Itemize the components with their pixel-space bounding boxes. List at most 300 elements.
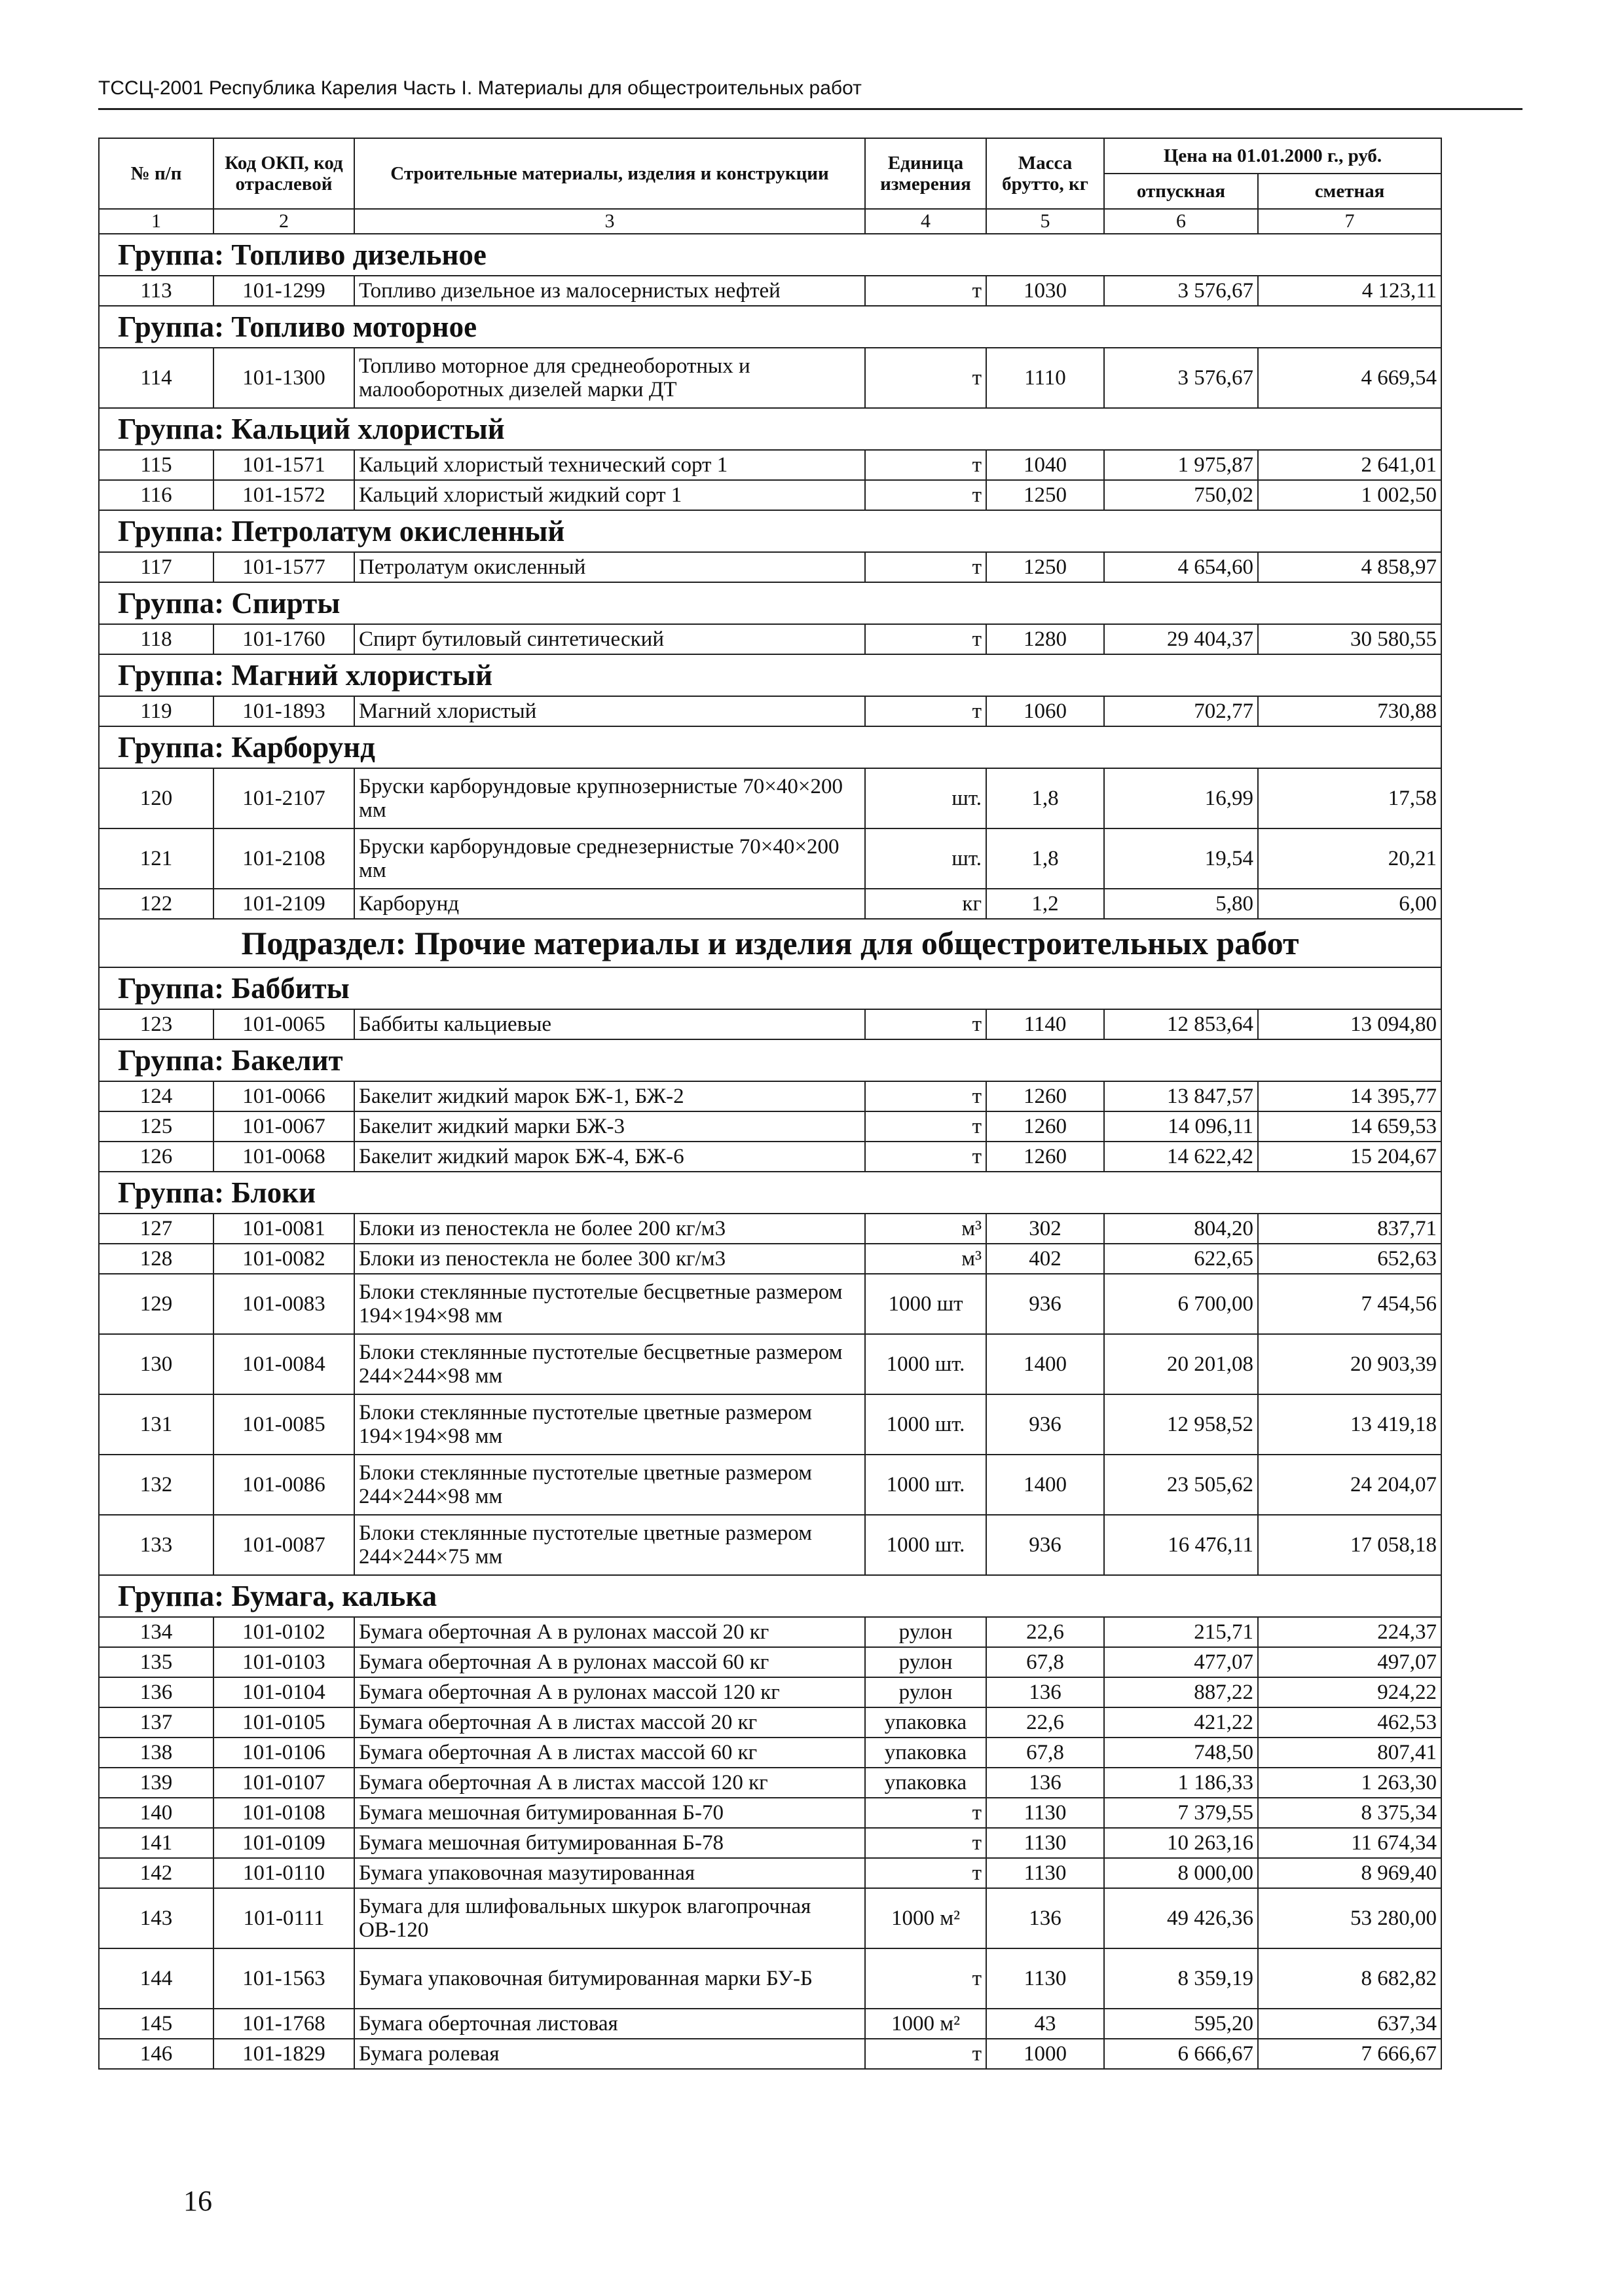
cell-price-release: 622,65: [1104, 1244, 1258, 1274]
cell-price-estimate: 17,58: [1258, 768, 1441, 828]
cell-code: 101-1571: [213, 450, 354, 480]
cell-num: 122: [99, 889, 213, 919]
cell-mass: 136: [986, 1768, 1104, 1798]
cell-price-release: 7 379,55: [1104, 1798, 1258, 1828]
cell-unit: т: [865, 1948, 986, 2009]
table-row: [99, 1111, 1441, 1142]
cell-name: Бумага упаковочная битумированная марки БУ-Б: [354, 1948, 865, 2009]
cell-mass: 1,2: [986, 889, 1104, 919]
cell-price-release: 13 847,57: [1104, 1081, 1258, 1111]
cell-price-release: 702,77: [1104, 696, 1258, 726]
cell-num: 138: [99, 1738, 213, 1768]
table-row: [99, 1617, 1441, 1647]
cell-price-release: 215,71: [1104, 1617, 1258, 1647]
table-row: [99, 1707, 1441, 1738]
cell-code: 101-1760: [213, 624, 354, 654]
cell-price-estimate: 7 666,67: [1258, 2039, 1441, 2069]
cell-num: 145: [99, 2009, 213, 2039]
column-number: 3: [354, 209, 865, 234]
cell-price-estimate: 1 263,30: [1258, 1768, 1441, 1798]
cell-code: 101-0104: [213, 1677, 354, 1707]
table-row: [99, 828, 1441, 889]
column-number: 4: [865, 209, 986, 234]
cell-price-release: 6 700,00: [1104, 1274, 1258, 1334]
cell-price-release: 804,20: [1104, 1214, 1258, 1244]
cell-code: 101-0081: [213, 1214, 354, 1244]
cell-mass: 67,8: [986, 1738, 1104, 1768]
cell-code: 101-2107: [213, 768, 354, 828]
cell-price-release: 19,54: [1104, 828, 1258, 889]
cell-price-release: 16,99: [1104, 768, 1258, 828]
cell-mass: 1130: [986, 1828, 1104, 1858]
cell-price-release: 12 853,64: [1104, 1009, 1258, 1039]
cell-price-estimate: 4 669,54: [1258, 348, 1441, 408]
cell-price-release: 6 666,67: [1104, 2039, 1258, 2069]
cell-unit: т: [865, 1858, 986, 1888]
cell-unit: 1000 м²: [865, 1888, 986, 1948]
cell-price-estimate: 11 674,34: [1258, 1828, 1441, 1858]
cell-price-estimate: 1 002,50: [1258, 480, 1441, 510]
group-header-row: [99, 1575, 1441, 1617]
cell-code: 101-0103: [213, 1647, 354, 1677]
table-row: [99, 1394, 1441, 1455]
cell-num: 130: [99, 1334, 213, 1394]
table-row: [99, 1455, 1441, 1515]
cell-price-estimate: 837,71: [1258, 1214, 1441, 1244]
cell-price-estimate: 462,53: [1258, 1707, 1441, 1738]
cell-mass: 936: [986, 1515, 1104, 1575]
table-row: [99, 768, 1441, 828]
cell-unit: т: [865, 1009, 986, 1039]
cell-code: 101-1893: [213, 696, 354, 726]
cell-price-release: 49 426,36: [1104, 1888, 1258, 1948]
cell-price-estimate: 8 375,34: [1258, 1798, 1441, 1828]
cell-price-estimate: 20,21: [1258, 828, 1441, 889]
cell-num: 143: [99, 1888, 213, 1948]
cell-num: 116: [99, 480, 213, 510]
cell-name: Блоки стеклянные пустотелые цветные размером 194×194×98 мм: [354, 1394, 865, 1455]
table-row: [99, 2039, 1441, 2069]
table-row: [99, 1647, 1441, 1677]
cell-price-release: 595,20: [1104, 2009, 1258, 2039]
cell-unit: т: [865, 696, 986, 726]
cell-mass: 1130: [986, 1798, 1104, 1828]
cell-code: 101-1299: [213, 276, 354, 306]
group-title: Группа: Кальций хлористый: [99, 408, 1441, 450]
cell-price-release: 1 975,87: [1104, 450, 1258, 480]
cell-num: 118: [99, 624, 213, 654]
cell-num: 140: [99, 1798, 213, 1828]
column-number: 7: [1258, 209, 1441, 234]
cell-unit: рулон: [865, 1617, 986, 1647]
group-title: Группа: Бакелит: [99, 1039, 1441, 1081]
cell-code: 101-0086: [213, 1455, 354, 1515]
cell-price-release: 20 201,08: [1104, 1334, 1258, 1394]
col-header-name: Строительные материалы, изделия и конструкции: [354, 138, 865, 209]
cell-price-estimate: 730,88: [1258, 696, 1441, 726]
cell-code: 101-0110: [213, 1858, 354, 1888]
cell-unit: т: [865, 450, 986, 480]
table-row: [99, 1081, 1441, 1111]
table-row: [99, 1888, 1441, 1948]
cell-num: 123: [99, 1009, 213, 1039]
table-row: [99, 1677, 1441, 1707]
cell-price-release: 8 359,19: [1104, 1948, 1258, 2009]
cell-unit: кг: [865, 889, 986, 919]
cell-mass: 22,6: [986, 1617, 1104, 1647]
cell-mass: 22,6: [986, 1707, 1104, 1738]
table-row: [99, 1515, 1441, 1575]
table-row: [99, 480, 1441, 510]
cell-unit: т: [865, 480, 986, 510]
cell-mass: 1400: [986, 1334, 1104, 1394]
cell-num: 129: [99, 1274, 213, 1334]
cell-name: Блоки стеклянные пустотелые цветные размером 244×244×75 мм: [354, 1515, 865, 1575]
column-number: 2: [213, 209, 354, 234]
cell-mass: 136: [986, 1888, 1104, 1948]
cell-name: Бруски карборундовые среднезернистые 70×40×200 мм: [354, 828, 865, 889]
cell-price-estimate: 652,63: [1258, 1244, 1441, 1274]
table-row: [99, 348, 1441, 408]
cell-mass: 1130: [986, 1948, 1104, 2009]
group-header-row: [99, 306, 1441, 348]
cell-unit: т: [865, 1798, 986, 1828]
group-header-row: [99, 582, 1441, 624]
cell-code: 101-0067: [213, 1111, 354, 1142]
cell-mass: 1260: [986, 1142, 1104, 1172]
group-title: Группа: Петролатум окисленный: [99, 510, 1441, 552]
cell-price-estimate: 4 123,11: [1258, 276, 1441, 306]
group-title: Группа: Магний хлористый: [99, 654, 1441, 696]
cell-name: Бумага мешочная битумированная Б-70: [354, 1798, 865, 1828]
page-number: 16: [183, 2185, 212, 2217]
cell-num: 113: [99, 276, 213, 306]
column-number-row: [99, 209, 1441, 234]
cell-price-release: 477,07: [1104, 1647, 1258, 1677]
table-row: [99, 276, 1441, 306]
header-divider: [98, 108, 1522, 110]
cell-num: 120: [99, 768, 213, 828]
cell-unit: 1000 м²: [865, 2009, 986, 2039]
col-header-num: № п/п: [99, 138, 213, 209]
group-header-row: [99, 510, 1441, 552]
cell-price-estimate: 24 204,07: [1258, 1455, 1441, 1515]
cell-num: 114: [99, 348, 213, 408]
table-row: [99, 2009, 1441, 2039]
cell-code: 101-0102: [213, 1617, 354, 1647]
cell-num: 125: [99, 1111, 213, 1142]
cell-num: 124: [99, 1081, 213, 1111]
cell-unit: 1000 шт.: [865, 1334, 986, 1394]
cell-mass: 1280: [986, 624, 1104, 654]
cell-mass: 1060: [986, 696, 1104, 726]
cell-code: 101-2109: [213, 889, 354, 919]
table-row: [99, 1798, 1441, 1828]
cell-code: 101-0087: [213, 1515, 354, 1575]
cell-price-estimate: 7 454,56: [1258, 1274, 1441, 1334]
table-row: [99, 1738, 1441, 1768]
cell-num: 139: [99, 1768, 213, 1798]
group-title: Группа: Карборунд: [99, 726, 1441, 768]
cell-num: 115: [99, 450, 213, 480]
table-row: [99, 1142, 1441, 1172]
cell-mass: 1250: [986, 552, 1104, 582]
table-row: [99, 1274, 1441, 1334]
cell-code: 101-0068: [213, 1142, 354, 1172]
table-header-row: [99, 138, 1441, 174]
table-row: [99, 450, 1441, 480]
cell-price-release: 14 622,42: [1104, 1142, 1258, 1172]
column-number: 5: [986, 209, 1104, 234]
group-title: Группа: Баббиты: [99, 967, 1441, 1009]
cell-price-release: 421,22: [1104, 1707, 1258, 1738]
cell-code: 101-0106: [213, 1738, 354, 1768]
cell-price-estimate: 924,22: [1258, 1677, 1441, 1707]
cell-code: 101-0066: [213, 1081, 354, 1111]
cell-price-estimate: 14 395,77: [1258, 1081, 1441, 1111]
col-header-mass: Масса брутто, кг: [986, 138, 1104, 209]
cell-mass: 43: [986, 2009, 1104, 2039]
group-header-row: [99, 967, 1441, 1009]
cell-unit: т: [865, 1111, 986, 1142]
cell-name: Блоки из пеностекла не более 200 кг/м3: [354, 1214, 865, 1244]
cell-mass: 1110: [986, 348, 1104, 408]
cell-name: Топливо моторное для среднеоборотных и малооборотных дизелей марки ДТ: [354, 348, 865, 408]
cell-price-estimate: 497,07: [1258, 1647, 1441, 1677]
cell-name: Баббиты кальциевые: [354, 1009, 865, 1039]
group-header-row: [99, 1039, 1441, 1081]
cell-mass: 936: [986, 1394, 1104, 1455]
col-header-price-estimate: сметная: [1258, 174, 1441, 209]
group-header-row: [99, 1172, 1441, 1214]
cell-num: 135: [99, 1647, 213, 1677]
cell-unit: т: [865, 552, 986, 582]
cell-num: 132: [99, 1455, 213, 1515]
cell-price-release: 23 505,62: [1104, 1455, 1258, 1515]
table-row: [99, 696, 1441, 726]
materials-price-table: [98, 138, 1442, 2070]
table-row: [99, 1858, 1441, 1888]
section-header-row: [99, 919, 1441, 967]
cell-price-release: 748,50: [1104, 1738, 1258, 1768]
cell-num: 133: [99, 1515, 213, 1575]
cell-name: Бумага оберточная А в рулонах массой 20 кг: [354, 1617, 865, 1647]
cell-price-release: 4 654,60: [1104, 552, 1258, 582]
cell-price-estimate: 30 580,55: [1258, 624, 1441, 654]
table-row: [99, 1009, 1441, 1039]
cell-num: 134: [99, 1617, 213, 1647]
cell-num: 128: [99, 1244, 213, 1274]
cell-code: 101-0083: [213, 1274, 354, 1334]
cell-code: 101-1768: [213, 2009, 354, 2039]
cell-name: Спирт бутиловый синтетический: [354, 624, 865, 654]
column-number: 1: [99, 209, 213, 234]
cell-mass: 402: [986, 1244, 1104, 1274]
col-header-code: Код ОКП, код отраслевой: [213, 138, 354, 209]
cell-num: 137: [99, 1707, 213, 1738]
cell-price-release: 16 476,11: [1104, 1515, 1258, 1575]
cell-name: Бумага оберточная А в листах массой 20 кг: [354, 1707, 865, 1738]
cell-mass: 1140: [986, 1009, 1104, 1039]
cell-price-estimate: 2 641,01: [1258, 450, 1441, 480]
cell-num: 126: [99, 1142, 213, 1172]
cell-unit: т: [865, 1828, 986, 1858]
cell-price-estimate: 53 280,00: [1258, 1888, 1441, 1948]
cell-name: Бакелит жидкий марки БЖ-3: [354, 1111, 865, 1142]
cell-price-estimate: 4 858,97: [1258, 552, 1441, 582]
cell-code: 101-0082: [213, 1244, 354, 1274]
cell-num: 119: [99, 696, 213, 726]
cell-price-estimate: 8 969,40: [1258, 1858, 1441, 1888]
cell-price-estimate: 17 058,18: [1258, 1515, 1441, 1575]
cell-name: Бумага для шлифовальных шкурок влагопрочная ОВ-120: [354, 1888, 865, 1948]
cell-name: Карборунд: [354, 889, 865, 919]
cell-code: 101-1829: [213, 2039, 354, 2069]
cell-price-estimate: 13 094,80: [1258, 1009, 1441, 1039]
cell-num: 146: [99, 2039, 213, 2069]
cell-mass: 1260: [986, 1081, 1104, 1111]
cell-mass: 1,8: [986, 768, 1104, 828]
cell-price-release: 5,80: [1104, 889, 1258, 919]
group-header-row: [99, 726, 1441, 768]
group-header-row: [99, 408, 1441, 450]
cell-unit: рулон: [865, 1677, 986, 1707]
cell-num: 136: [99, 1677, 213, 1707]
group-title: Группа: Топливо дизельное: [99, 234, 1441, 276]
table-row: [99, 624, 1441, 654]
cell-mass: 136: [986, 1677, 1104, 1707]
cell-price-release: 1 186,33: [1104, 1768, 1258, 1798]
cell-price-release: 12 958,52: [1104, 1394, 1258, 1455]
cell-unit: т: [865, 624, 986, 654]
cell-unit: м³: [865, 1214, 986, 1244]
cell-name: Бумага оберточная листовая: [354, 2009, 865, 2039]
cell-name: Блоки стеклянные пустотелые бесцветные размером 194×194×98 мм: [354, 1274, 865, 1334]
cell-name: Блоки из пеностекла не более 300 кг/м3: [354, 1244, 865, 1274]
cell-code: 101-0111: [213, 1888, 354, 1948]
page-header-title: ТССЦ-2001 Республика Карелия Часть I. Материалы для общестроительных работ: [98, 77, 862, 99]
table-body: [99, 234, 1441, 2069]
cell-name: Петролатум окисленный: [354, 552, 865, 582]
cell-mass: 1040: [986, 450, 1104, 480]
cell-price-estimate: 6,00: [1258, 889, 1441, 919]
cell-num: 117: [99, 552, 213, 582]
section-title: Подраздел: Прочие материалы и изделия для общестроительных работ: [99, 919, 1441, 967]
cell-price-release: 29 404,37: [1104, 624, 1258, 654]
cell-code: 101-0065: [213, 1009, 354, 1039]
cell-unit: 1000 шт.: [865, 1515, 986, 1575]
group-title: Группа: Бумага, калька: [99, 1575, 1441, 1617]
cell-unit: т: [865, 1081, 986, 1111]
cell-mass: 1260: [986, 1111, 1104, 1142]
cell-name: Бумага оберточная А в рулонах массой 120 кг: [354, 1677, 865, 1707]
cell-unit: шт.: [865, 768, 986, 828]
cell-code: 101-0085: [213, 1394, 354, 1455]
group-title: Группа: Спирты: [99, 582, 1441, 624]
cell-num: 141: [99, 1828, 213, 1858]
cell-price-estimate: 807,41: [1258, 1738, 1441, 1768]
cell-mass: 1000: [986, 2039, 1104, 2069]
cell-code: 101-0109: [213, 1828, 354, 1858]
cell-price-release: 3 576,67: [1104, 348, 1258, 408]
cell-unit: 1000 шт: [865, 1274, 986, 1334]
cell-unit: 1000 шт.: [865, 1455, 986, 1515]
table-row: [99, 1214, 1441, 1244]
cell-unit: т: [865, 2039, 986, 2069]
cell-num: 142: [99, 1858, 213, 1888]
cell-code: 101-0107: [213, 1768, 354, 1798]
cell-name: Бумага упаковочная мазутированная: [354, 1858, 865, 1888]
cell-name: Магний хлористый: [354, 696, 865, 726]
cell-price-estimate: 637,34: [1258, 2009, 1441, 2039]
cell-name: Бумага оберточная А в листах массой 60 кг: [354, 1738, 865, 1768]
cell-name: Кальций хлористый технический сорт 1: [354, 450, 865, 480]
cell-num: 144: [99, 1948, 213, 2009]
cell-name: Бумага мешочная битумированная Б-78: [354, 1828, 865, 1858]
cell-price-release: 10 263,16: [1104, 1828, 1258, 1858]
cell-price-estimate: 15 204,67: [1258, 1142, 1441, 1172]
cell-name: Бакелит жидкий марок БЖ-4, БЖ-6: [354, 1142, 865, 1172]
cell-code: 101-1300: [213, 348, 354, 408]
cell-num: 121: [99, 828, 213, 889]
cell-name: Бакелит жидкий марок БЖ-1, БЖ-2: [354, 1081, 865, 1111]
column-number: 6: [1104, 209, 1258, 234]
table-row: [99, 1948, 1441, 2009]
table-row: [99, 889, 1441, 919]
group-header-row: [99, 234, 1441, 276]
cell-price-estimate: 8 682,82: [1258, 1948, 1441, 2009]
group-title: Группа: Топливо моторное: [99, 306, 1441, 348]
cell-num: 127: [99, 1214, 213, 1244]
table-row: [99, 552, 1441, 582]
col-header-price-group: Цена на 01.01.2000 г., руб.: [1104, 138, 1441, 174]
cell-mass: 1400: [986, 1455, 1104, 1515]
cell-unit: т: [865, 276, 986, 306]
col-header-unit: Единица измерения: [865, 138, 986, 209]
cell-name: Блоки стеклянные пустотелые бесцветные размером 244×244×98 мм: [354, 1334, 865, 1394]
table-row: [99, 1334, 1441, 1394]
cell-mass: 1130: [986, 1858, 1104, 1888]
cell-price-release: 887,22: [1104, 1677, 1258, 1707]
cell-code: 101-0108: [213, 1798, 354, 1828]
cell-code: 101-1563: [213, 1948, 354, 2009]
cell-code: 101-2108: [213, 828, 354, 889]
cell-price-estimate: 13 419,18: [1258, 1394, 1441, 1455]
cell-unit: т: [865, 348, 986, 408]
cell-unit: упаковка: [865, 1738, 986, 1768]
cell-mass: 1030: [986, 276, 1104, 306]
cell-name: Кальций хлористый жидкий сорт 1: [354, 480, 865, 510]
group-header-row: [99, 654, 1441, 696]
cell-code: 101-0105: [213, 1707, 354, 1738]
group-title: Группа: Блоки: [99, 1172, 1441, 1214]
cell-mass: 936: [986, 1274, 1104, 1334]
cell-price-estimate: 224,37: [1258, 1617, 1441, 1647]
cell-unit: упаковка: [865, 1768, 986, 1798]
cell-mass: 1,8: [986, 828, 1104, 889]
cell-price-release: 8 000,00: [1104, 1858, 1258, 1888]
cell-name: Бумага оберточная А в листах массой 120 кг: [354, 1768, 865, 1798]
cell-price-release: 14 096,11: [1104, 1111, 1258, 1142]
cell-unit: шт.: [865, 828, 986, 889]
cell-code: 101-0084: [213, 1334, 354, 1394]
cell-unit: 1000 шт.: [865, 1394, 986, 1455]
cell-mass: 1250: [986, 480, 1104, 510]
cell-mass: 67,8: [986, 1647, 1104, 1677]
cell-price-estimate: 20 903,39: [1258, 1334, 1441, 1394]
table-row: [99, 1244, 1441, 1274]
cell-code: 101-1572: [213, 480, 354, 510]
